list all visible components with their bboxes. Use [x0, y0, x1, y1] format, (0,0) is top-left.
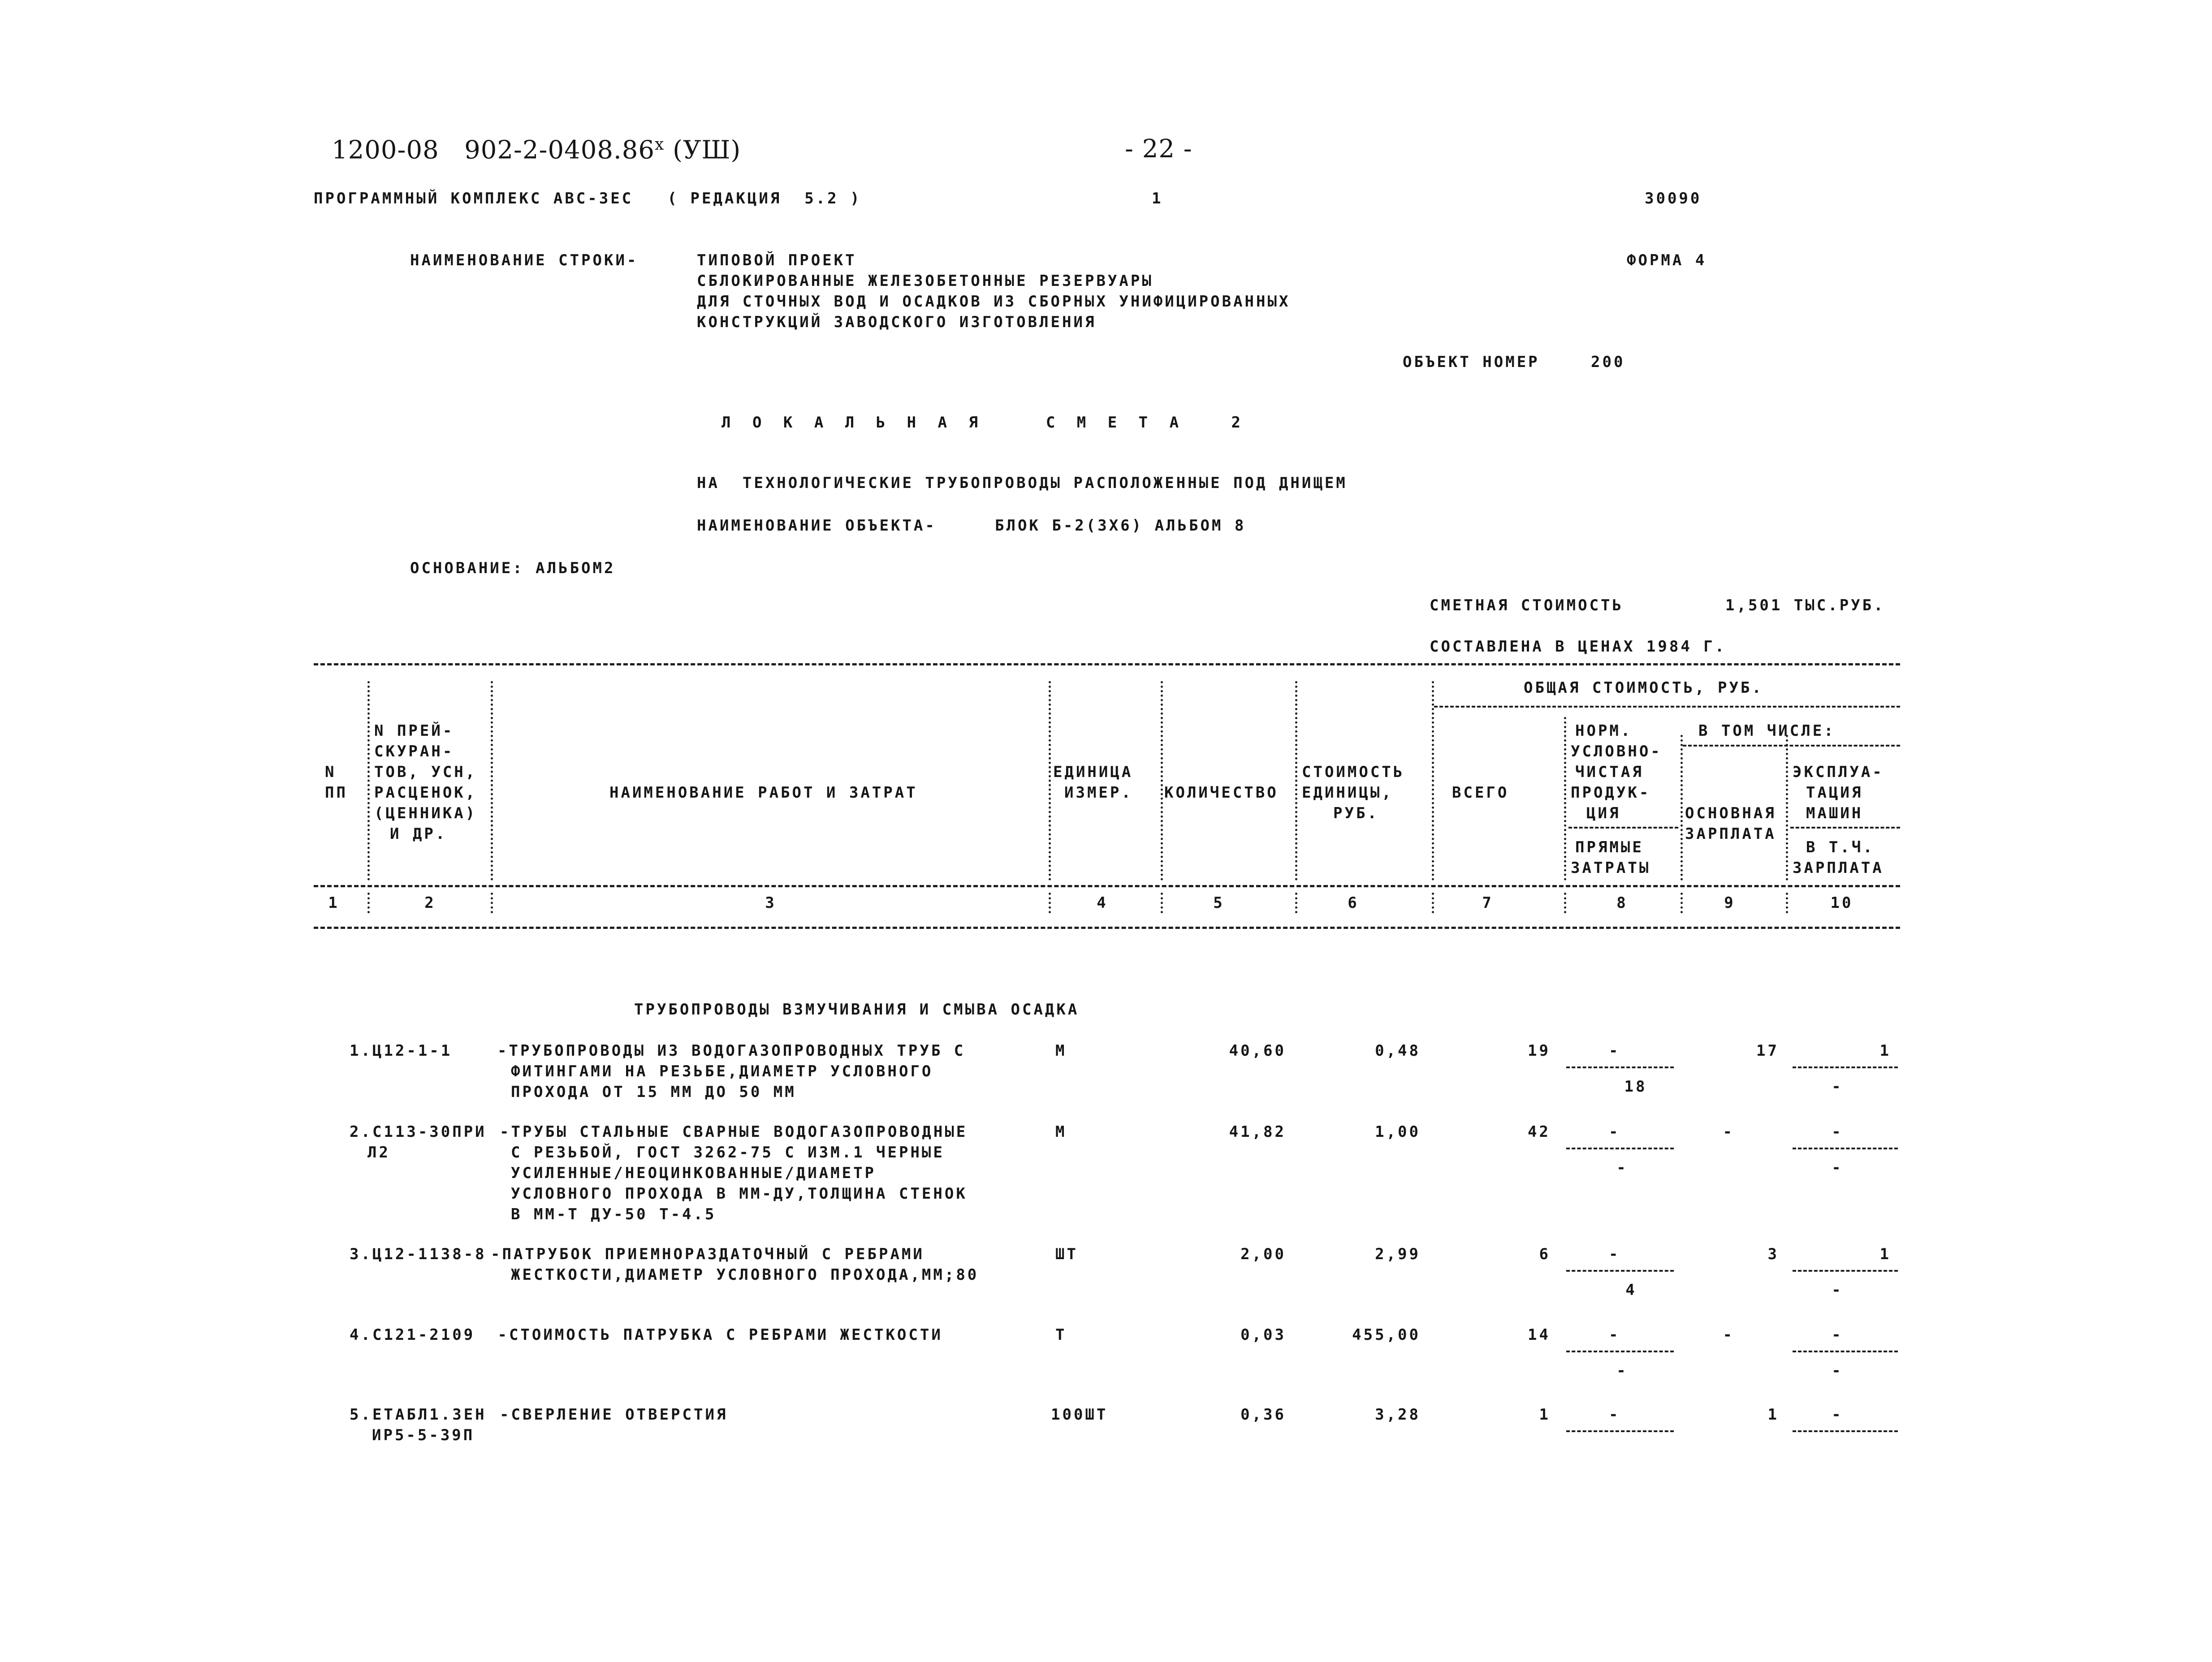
col6-header-1: СТОИМОСТЬ: [1302, 763, 1405, 781]
col8-header-5: ЦИЯ: [1586, 804, 1621, 822]
col-separator: [491, 681, 493, 881]
row-unit-price: 3,28: [1375, 1406, 1421, 1424]
cell-rule: [1566, 1351, 1674, 1352]
row-col10: 1: [1879, 1245, 1891, 1263]
row-code: 5.ЕТАБЛ1.3ЕН: [350, 1406, 487, 1424]
col8-header-6: ПРЯМЫЕ: [1575, 838, 1644, 856]
row-col9: -: [1723, 1326, 1734, 1344]
row-col8-direct: 4: [1625, 1281, 1637, 1299]
row-total: 1: [1539, 1406, 1551, 1424]
row-code-line2: Л2: [367, 1144, 390, 1161]
col8-rule: [1568, 827, 1678, 829]
group-rule: [1434, 706, 1900, 708]
col-separator: [1161, 681, 1163, 881]
col-separator: [1295, 893, 1297, 913]
col-number: 3: [765, 894, 777, 912]
row-desc-line: ФИТИНГАМИ НА РЕЗЬБЕ,ДИАМЕТР УСЛОВНОГО: [511, 1062, 933, 1080]
col6-header-3: РУБ.: [1333, 804, 1379, 822]
row-code: 3.Ц12-1138-8: [350, 1245, 487, 1263]
row-quantity: 0,36: [1240, 1406, 1286, 1424]
row-unit: Т: [1055, 1326, 1067, 1344]
col-separator: [1432, 893, 1434, 913]
cell-rule: [1793, 1351, 1898, 1352]
col10-rule: [1790, 827, 1900, 829]
estimate-title: Л О К А Л Ь Н А Я С М Е Т А 2: [721, 414, 1247, 432]
col2-header-3: ТОВ, УСН,: [374, 763, 477, 781]
col1-header-2: ПП: [325, 784, 348, 802]
col10-header-4: В Т.Ч.: [1806, 838, 1875, 856]
row-col8: -: [1609, 1406, 1620, 1424]
col-separator: [1564, 717, 1566, 881]
form-number: ФОРМА 4: [1627, 251, 1707, 269]
row-col9: 3: [1767, 1245, 1779, 1263]
row-col8-direct: -: [1616, 1362, 1628, 1380]
estimate-subject: НА ТЕХНОЛОГИЧЕСКИЕ ТРУБОПРОВОДЫ РАСПОЛОЖЕННЫЕ ПОД ДНИЩЕМ: [697, 474, 1348, 492]
col4-header-1: ЕДИНИЦА: [1053, 763, 1133, 781]
name-label: НАИМЕНОВАНИЕ СТРОКИ-: [410, 251, 639, 269]
name-line-2: СБЛОКИРОВАННЫЕ ЖЕЛЕЗОБЕТОННЫЕ РЕЗЕРВУАРЫ: [697, 272, 1154, 290]
col10-header-2: ТАЦИЯ: [1806, 784, 1863, 802]
col-separator: [1049, 893, 1051, 913]
basis: ОСНОВАНИЕ: АЛЬБОМ2: [410, 559, 616, 577]
col-separator: [1681, 893, 1683, 913]
estimated-cost-value: 1,501 ТЫС.РУБ.: [1725, 596, 1885, 614]
header-bottom-rule: [314, 885, 1900, 887]
row-col10-wage: -: [1832, 1362, 1843, 1380]
col10-header-1: ЭКСПЛУА-: [1793, 763, 1884, 781]
row-col9: 1: [1767, 1406, 1779, 1424]
col2-header-6: И ДР.: [390, 825, 447, 843]
row-quantity: 0,03: [1240, 1326, 1286, 1344]
col9-header-2: ЗАРПЛАТА: [1685, 825, 1776, 843]
col8-header-1: НОРМ.: [1575, 722, 1633, 740]
col10-header-5: ЗАРПЛАТА: [1793, 859, 1884, 877]
col-number: 1: [328, 894, 340, 912]
row-col10-wage: -: [1832, 1159, 1843, 1177]
col-separator: [1161, 893, 1163, 913]
object-name-label: НАИМЕНОВАНИЕ ОБЪЕКТА-: [697, 517, 937, 535]
row-unit-price: 0,48: [1375, 1042, 1421, 1060]
col2-header-1: N ПРЕЙ-: [374, 722, 454, 740]
col8-header-7: ЗАТРАТЫ: [1571, 859, 1651, 877]
cell-rule: [1793, 1430, 1898, 1432]
page-number: - 22 -: [1125, 134, 1192, 164]
row-col10-wage: -: [1832, 1078, 1843, 1096]
row-code: 4.С121-2109: [350, 1326, 475, 1344]
row-desc-line: -СВЕРЛЕНИЕ ОТВЕРСТИЯ: [500, 1406, 728, 1424]
col7-header: ВСЕГО: [1452, 784, 1509, 802]
row-unit-price: 2,99: [1375, 1245, 1421, 1263]
row-col8: -: [1609, 1245, 1620, 1263]
col-number: 9: [1724, 894, 1736, 912]
cell-rule: [1566, 1270, 1674, 1272]
table-top-rule: [314, 663, 1900, 665]
col-separator: [1049, 681, 1051, 881]
cell-rule: [1566, 1430, 1674, 1432]
col-separator: [1786, 893, 1788, 913]
row-desc-line: С РЕЗЬБОЙ, ГОСТ 3262-75 С ИЗМ.1 ЧЕРНЫЕ: [511, 1144, 945, 1161]
row-col8-direct: 18: [1624, 1078, 1647, 1096]
row-col8: -: [1609, 1123, 1620, 1141]
numbers-bottom-rule: [314, 927, 1900, 929]
code-number: 30090: [1645, 190, 1702, 207]
col10-header-3: МАШИН: [1806, 804, 1863, 822]
total-cost-group-header: ОБЩАЯ СТОИМОСТЬ, РУБ.: [1524, 679, 1763, 697]
object-number-label: ОБЪЕКТ НОМЕР: [1403, 353, 1540, 371]
row-col8-direct: -: [1616, 1159, 1628, 1177]
including-header: В ТОМ ЧИСЛЕ:: [1698, 722, 1836, 740]
row-code: 1.Ц12-1-1: [350, 1042, 453, 1060]
row-col9: -: [1723, 1123, 1734, 1141]
row-code-line2: ИР5-5-39П: [372, 1426, 475, 1444]
col2-header-4: РАСЦЕНОК,: [374, 784, 477, 802]
col8-header-4: ПРОДУК-: [1571, 784, 1651, 802]
row-unit-price: 1,00: [1375, 1123, 1421, 1141]
col-separator: [1564, 893, 1566, 913]
row-desc-line: ПРОХОДА ОТ 15 ММ ДО 50 ММ: [511, 1083, 796, 1101]
name-line-4: КОНСТРУКЦИЙ ЗАВОДСКОГО ИЗГОТОВЛЕНИЯ: [697, 313, 1097, 331]
col1-header-1: N: [325, 763, 337, 781]
col-number: 7: [1482, 894, 1494, 912]
row-total: 6: [1539, 1245, 1551, 1263]
col-separator: [367, 893, 370, 913]
row-col8: -: [1609, 1042, 1620, 1060]
row-quantity: 2,00: [1240, 1245, 1286, 1263]
col-separator: [367, 681, 370, 881]
col-number: 4: [1097, 894, 1108, 912]
col-separator: [1786, 735, 1788, 881]
row-col10: -: [1832, 1123, 1843, 1141]
col-separator: [1681, 735, 1683, 881]
cell-rule: [1566, 1148, 1674, 1149]
col4-header-2: ИЗМЕР.: [1064, 784, 1133, 802]
col9-header-1: ОСНОВНАЯ: [1685, 804, 1776, 822]
col6-header-2: ЕДИНИЦЫ,: [1302, 784, 1393, 802]
name-line-1: ТИПОВОЙ ПРОЕКТ: [697, 251, 857, 269]
col-number: 5: [1213, 894, 1225, 912]
row-desc-line: В ММ-Т ДУ-50 Т-4.5: [511, 1205, 717, 1223]
row-desc-line: -ПАТРУБОК ПРИЕМНОРАЗДАТОЧНЫЙ С РЕБРАМИ: [491, 1245, 925, 1263]
row-unit-price: 455,00: [1352, 1326, 1421, 1344]
col-number: 2: [424, 894, 436, 912]
sheet-number: 1: [1152, 190, 1163, 207]
row-col8: -: [1609, 1326, 1620, 1344]
row-desc-line: -ТРУБЫ СТАЛЬНЫЕ СВАРНЫЕ ВОДОГАЗОПРОВОДНЫЕ: [500, 1123, 968, 1141]
col8-header-2: УСЛОВНО-: [1571, 743, 1662, 760]
col-separator: [491, 893, 493, 913]
document-code: 1200-08 $902-2-0408.86^х$ (УШ): [332, 135, 741, 165]
row-total: 14: [1528, 1326, 1551, 1344]
row-col9: 17: [1756, 1042, 1779, 1060]
object-number: 200: [1591, 353, 1625, 371]
name-line-3: ДЛЯ СТОЧНЫХ ВОД И ОСАДКОВ ИЗ СБОРНЫХ УНИФИЦИРОВАННЫХ: [697, 293, 1291, 311]
col8-header-3: ЧИСТАЯ: [1575, 763, 1644, 781]
col2-header-5: (ЦЕННИКА): [374, 804, 477, 822]
cell-rule: [1793, 1148, 1898, 1149]
row-desc-line: ЖЕСТКОСТИ,ДИАМЕТР УСЛОВНОГО ПРОХОДА,ММ;80: [511, 1266, 979, 1284]
cell-rule: [1793, 1270, 1898, 1272]
row-desc-line: УСЛОВНОГО ПРОХОДА В ММ-ДУ,ТОЛЩИНА СТЕНОК: [511, 1185, 968, 1203]
row-col10: 1: [1879, 1042, 1891, 1060]
col5-header: КОЛИЧЕСТВО: [1164, 784, 1279, 802]
row-unit: 100ШТ: [1051, 1406, 1108, 1424]
cell-rule: [1793, 1066, 1898, 1068]
row-quantity: 40,60: [1229, 1042, 1286, 1060]
row-col10-wage: -: [1832, 1281, 1843, 1299]
col-number: 10: [1830, 894, 1853, 912]
col2-header-2: СКУРАН-: [374, 743, 454, 760]
col-number: 8: [1616, 894, 1628, 912]
row-unit: М: [1055, 1042, 1067, 1060]
row-desc-line: -СТОИМОСТЬ ПАТРУБКА С РЕБРАМИ ЖЕСТКОСТИ: [486, 1326, 943, 1344]
col-number: 6: [1348, 894, 1359, 912]
cell-rule: [1566, 1066, 1674, 1068]
row-code: 2.С113-30ПРИ: [350, 1123, 487, 1141]
row-total: 19: [1528, 1042, 1551, 1060]
row-desc-line: -ТРУБОПРОВОДЫ ИЗ ВОДОГАЗОПРОВОДНЫХ ТРУБ С: [497, 1042, 966, 1060]
row-desc-line: УСИЛЕННЫЕ/НЕОЦИНКОВАННЫЕ/ДИАМЕТР: [511, 1164, 877, 1182]
col-separator: [1432, 681, 1434, 881]
object-name: БЛОК Б-2(3Х6) АЛЬБОМ 8: [995, 517, 1246, 535]
row-unit: М: [1055, 1123, 1067, 1141]
software-line: ПРОГРАММНЫЙ КОМПЛЕКС АВС-3ЕС ( РЕДАКЦИЯ 5.2 ): [314, 190, 862, 207]
row-col10: -: [1832, 1326, 1843, 1344]
row-unit: ШТ: [1055, 1245, 1078, 1263]
section-title: ТРУБОПРОВОДЫ ВЗМУЧИВАНИЯ И СМЫВА ОСАДКА: [634, 1001, 1080, 1019]
incl-rule: [1683, 745, 1900, 747]
row-quantity: 41,82: [1229, 1123, 1286, 1141]
row-total: 42: [1528, 1123, 1551, 1141]
col3-header: НАИМЕНОВАНИЕ РАБОТ И ЗАТРАТ: [609, 784, 918, 802]
prices-note: СОСТАВЛЕНА В ЦЕНАХ 1984 Г.: [1430, 638, 1727, 656]
row-col10: -: [1832, 1406, 1843, 1424]
col-separator: [1295, 681, 1297, 881]
estimated-cost-label: СМЕТНАЯ СТОИМОСТЬ: [1430, 596, 1624, 614]
